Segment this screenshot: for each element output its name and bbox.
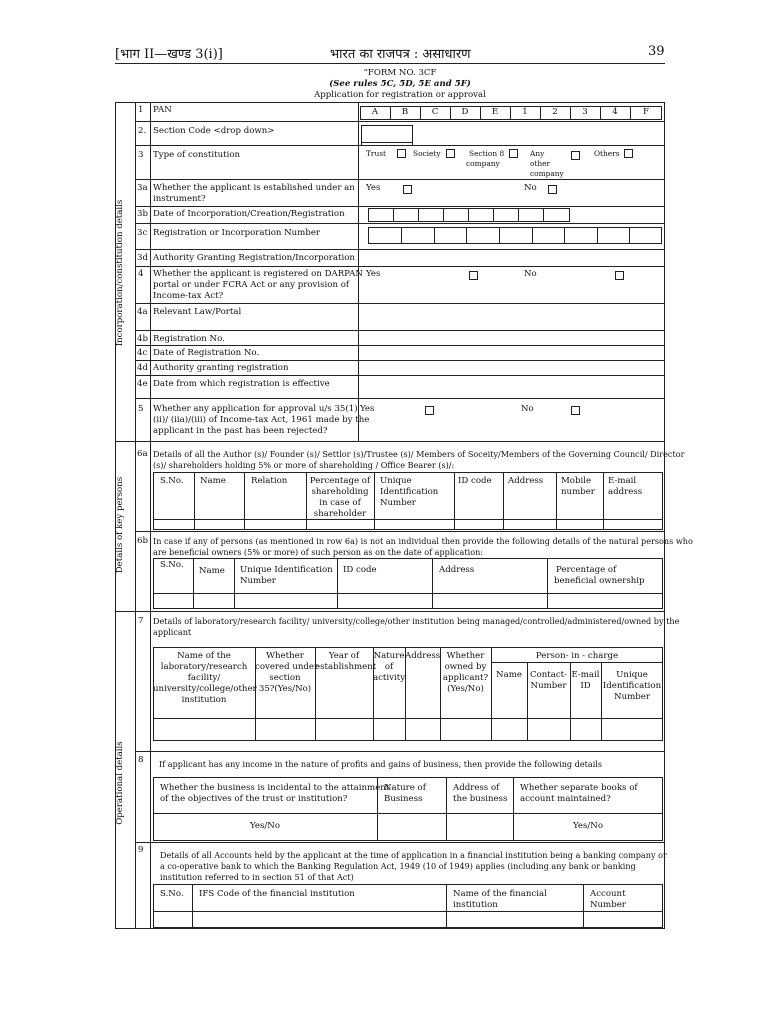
pan-box-label: 3 bbox=[582, 107, 588, 117]
col-header-email: E-mail bbox=[608, 476, 637, 486]
pan-box-label: 4 bbox=[612, 107, 618, 117]
row-4b-label: Registration No. bbox=[153, 334, 225, 344]
col-header-uin-2: Identification bbox=[380, 487, 439, 497]
pan-box-label: E bbox=[491, 107, 499, 117]
option-any-label: Any bbox=[530, 149, 545, 158]
section-label-key-persons: Details of key persons bbox=[115, 476, 125, 574]
col-header-name: Name bbox=[199, 566, 225, 576]
col-header-contact-2: Number bbox=[530, 681, 567, 691]
page-header-part: [भाग II—खण्ड 3(i)] bbox=[115, 47, 223, 62]
reg-divider bbox=[629, 227, 630, 244]
col-header-year-2: establishment bbox=[315, 662, 377, 672]
col-header-business-address: Address of bbox=[453, 783, 500, 793]
col-header-account: Account bbox=[590, 889, 626, 899]
row-3c-label: Registration or Incorporation Number bbox=[153, 228, 321, 238]
col-header-uin: Unique bbox=[380, 476, 412, 486]
yes-label: Yes bbox=[366, 183, 381, 193]
col-header-uin: Unique Identification bbox=[240, 565, 333, 575]
col-header-address: Address bbox=[508, 476, 544, 486]
table-rule bbox=[153, 911, 663, 912]
row-3a-label-2: instrument? bbox=[153, 194, 206, 204]
rule bbox=[135, 751, 665, 752]
row-number: 4a bbox=[137, 307, 148, 317]
col-header-percentage-4: shareholder bbox=[313, 509, 367, 519]
table-col bbox=[547, 558, 548, 609]
table-col bbox=[337, 558, 338, 609]
yes-label: Yes bbox=[366, 269, 381, 279]
yes-label: Yes bbox=[360, 404, 375, 414]
col-header-email-id-2: ID bbox=[580, 681, 591, 691]
rule bbox=[135, 303, 665, 304]
row-3a-yes-checkbox[interactable] bbox=[403, 185, 412, 194]
col-header-inst-name: Name of the bbox=[177, 651, 231, 661]
option-any-label-3: company bbox=[530, 169, 564, 178]
page-header-title: भारत का राजपत्र : असाधारण bbox=[330, 47, 471, 62]
incidental-yes-no[interactable]: Yes/No bbox=[249, 821, 280, 831]
col-header-incidental-2: of the objectives of the trust or institution? bbox=[160, 794, 348, 804]
option-section8-label: Section 8 bbox=[469, 149, 505, 158]
date-divider bbox=[418, 208, 419, 222]
table-col bbox=[503, 472, 504, 530]
rule bbox=[135, 223, 665, 224]
row-4-label-3: Income-tax Act? bbox=[153, 291, 224, 301]
col-header-fin-inst: Name of the financial bbox=[453, 889, 547, 899]
row-4c-label: Date of Registration No. bbox=[153, 348, 260, 358]
table-col bbox=[446, 884, 447, 928]
no-label: No bbox=[524, 269, 537, 279]
row-number: 5 bbox=[138, 404, 144, 414]
col-header-owned-3: applicant? bbox=[442, 673, 489, 683]
row-5-yes-checkbox[interactable] bbox=[425, 406, 434, 415]
row-9-text-3: institution referred to in section 51 of that Act) bbox=[160, 872, 354, 882]
row-number: 9 bbox=[138, 845, 144, 855]
col-header-email-id: E-mail bbox=[571, 670, 600, 680]
date-divider bbox=[543, 208, 544, 222]
option-section8-label-2: company bbox=[466, 159, 500, 168]
col-header-books: Whether separate books of bbox=[520, 783, 638, 793]
row-number: 6b bbox=[137, 536, 148, 546]
pan-label: PAN bbox=[153, 105, 172, 115]
col-header-inst-name-2: laboratory/research bbox=[160, 662, 248, 672]
row-number: 4e bbox=[137, 379, 148, 389]
form-subtitle: Application for registration or approval bbox=[314, 90, 486, 100]
table-col bbox=[583, 884, 584, 928]
col-header-person-in-charge: Person- in - charge bbox=[535, 651, 619, 661]
reg-divider bbox=[499, 227, 500, 244]
rule bbox=[135, 345, 665, 346]
table-rule bbox=[153, 593, 663, 594]
option-society-label: Society bbox=[413, 149, 441, 158]
row-number: 4c bbox=[137, 348, 148, 358]
rule bbox=[135, 249, 665, 250]
col-header-ifs: IFS Code of the financial institution bbox=[199, 889, 355, 899]
society-checkbox[interactable] bbox=[446, 149, 455, 158]
no-label: No bbox=[524, 183, 537, 193]
row-number: 3c bbox=[137, 228, 148, 238]
col-header-relation: Relation bbox=[251, 476, 288, 486]
col-header-fin-inst-2: institution bbox=[453, 900, 498, 910]
pan-box-label: F bbox=[643, 107, 649, 117]
table-rule bbox=[153, 813, 663, 814]
reg-divider bbox=[401, 227, 402, 244]
col-header-address: Address bbox=[439, 565, 475, 575]
trust-checkbox[interactable] bbox=[397, 149, 406, 158]
row-number: 3b bbox=[137, 209, 148, 219]
table-col bbox=[374, 472, 375, 530]
any-other-checkbox[interactable] bbox=[571, 151, 580, 160]
books-yes-no[interactable]: Yes/No bbox=[572, 821, 603, 831]
col-header-covered-3: section bbox=[269, 673, 301, 683]
col-header-nature-business: Nature of bbox=[384, 783, 426, 793]
row-3a-no-checkbox[interactable] bbox=[548, 185, 557, 194]
page-number: 39 bbox=[648, 44, 665, 59]
section-label-operational: Operational details bbox=[115, 741, 125, 825]
section-rule bbox=[115, 441, 665, 442]
no-label: No bbox=[521, 404, 534, 414]
reg-divider bbox=[434, 227, 435, 244]
row-3d-label: Authority Granting Registration/Incorporation bbox=[153, 253, 355, 263]
row-number: 7 bbox=[138, 616, 144, 626]
row-4-yes-checkbox[interactable] bbox=[469, 271, 478, 280]
rule bbox=[135, 206, 665, 207]
col-header-percentage-3: in case of bbox=[319, 498, 361, 508]
col-header-owned-4: (Yes/No) bbox=[447, 684, 484, 694]
row-5-label: Whether any application for approval u/s 35(1) bbox=[153, 404, 358, 414]
reg-divider bbox=[564, 227, 565, 244]
col-header-id: ID code bbox=[343, 565, 377, 575]
constitution-label: Type of constitution bbox=[153, 150, 241, 160]
number-column-divider bbox=[150, 102, 151, 929]
row-6a-text-2: (s)/ shareholders holding 5% or more of shareholding / Office Bearer (s)/: bbox=[153, 460, 455, 470]
rule bbox=[135, 179, 665, 180]
rule bbox=[135, 842, 665, 843]
reg-divider bbox=[532, 227, 533, 244]
col-header-mobile-2: number bbox=[561, 487, 595, 497]
option-any-label-2: other bbox=[530, 159, 551, 168]
col-header-pic-uin-3: Number bbox=[614, 692, 650, 702]
row-number: 2. bbox=[138, 126, 147, 136]
option-others-label: Others bbox=[594, 149, 620, 158]
row-4a-label: Relevant Law/Portal bbox=[153, 307, 242, 317]
table-col bbox=[193, 558, 194, 609]
rule bbox=[135, 375, 665, 376]
col-header-incidental: Whether the business is incidental to the attainment bbox=[160, 783, 390, 793]
col-header-beneficial: Percentage of bbox=[556, 565, 617, 575]
registration-number-input[interactable] bbox=[368, 227, 662, 244]
date-divider bbox=[443, 208, 444, 222]
pan-box-label: C bbox=[431, 107, 439, 117]
col-header-sno: S.No. bbox=[160, 889, 184, 899]
row-4e-label: Date from which registration is effective bbox=[153, 379, 330, 389]
pan-box-label: D bbox=[461, 107, 469, 117]
table-col bbox=[192, 884, 193, 928]
col-header-pic-uin-2: Identification bbox=[602, 681, 662, 691]
col-header-nature-3: activity bbox=[373, 673, 406, 683]
col-header-year: Year of bbox=[328, 651, 360, 661]
others-checkbox[interactable] bbox=[624, 149, 633, 158]
col-header-owned-2: owned by bbox=[444, 662, 487, 672]
rule bbox=[135, 398, 665, 399]
option-trust-label: Trust bbox=[366, 149, 386, 158]
col-header-name: Name bbox=[200, 476, 226, 486]
col-header-address: Address bbox=[405, 651, 441, 661]
section-code-dropdown[interactable] bbox=[361, 125, 413, 143]
row-4-label: Whether the applicant is registered on DARPAN bbox=[153, 269, 363, 279]
col-header-uin-3: Number bbox=[380, 498, 416, 508]
section-column-divider bbox=[135, 102, 136, 929]
col-header-books-2: account maintained? bbox=[520, 794, 611, 804]
table-col bbox=[556, 472, 557, 530]
col-header-nature-business-2: Business bbox=[384, 794, 423, 804]
form-name: “FORM NO. 3CF bbox=[363, 68, 437, 78]
table-col bbox=[234, 558, 235, 609]
col-header-pic-name: Name bbox=[496, 670, 522, 680]
pan-box-label: B bbox=[401, 107, 409, 117]
col-header-pic-uin: Unique bbox=[616, 670, 648, 680]
col-header-beneficial-2: beneficial ownership bbox=[554, 576, 645, 586]
section8-checkbox[interactable] bbox=[509, 149, 518, 158]
col-header-email-2: address bbox=[608, 487, 643, 497]
col-header-mobile: Mobile bbox=[561, 476, 592, 486]
table-col bbox=[603, 472, 604, 530]
row-number: 3 bbox=[138, 150, 144, 160]
table-col bbox=[454, 472, 455, 530]
row-9-text-2: a co-operative bank to which the Banking Regulation Act, 1949 (10 of 1949) applies (including any bank or banking bbox=[160, 861, 636, 871]
table-rule bbox=[491, 662, 663, 663]
row-5-no-checkbox[interactable] bbox=[571, 406, 580, 415]
row-5-label-2: (ii)/ (iia)/(iii) of Income-tax Act, 1961 made by the bbox=[153, 415, 370, 425]
table-rule bbox=[153, 519, 663, 520]
row-9-text: Details of all Accounts held by the applicant at the time of application in a financial institution being a banking company or bbox=[160, 850, 667, 860]
row-7-text: Details of laboratory/research facility/ university/college/other institution being managed/controlled/administered/owned by the bbox=[153, 616, 680, 626]
row-6b-text: In case if any of persons (as mentioned in row 6a) is not an individual then provide the following details of the natural persons who bbox=[153, 536, 693, 546]
reg-divider bbox=[597, 227, 598, 244]
table-col bbox=[432, 558, 433, 609]
col-header-uin-2: Number bbox=[240, 576, 276, 586]
row-number: 4d bbox=[137, 363, 148, 373]
row-6b-text-2: are beneficial owners (5% or more) of such person as on the date of application: bbox=[153, 547, 484, 557]
header-rule bbox=[115, 63, 665, 64]
row-4-label-2: portal or under FCRA Act or any provision of bbox=[153, 280, 350, 290]
col-header-covered-2: covered under bbox=[255, 662, 319, 672]
section-code-dropdown-base bbox=[361, 143, 413, 146]
col-header-inst-name-4: university/college/other bbox=[153, 684, 257, 694]
col-header-id: ID code bbox=[458, 476, 492, 486]
section-code-label: Section Code <drop down> bbox=[153, 126, 275, 136]
reg-divider bbox=[466, 227, 467, 244]
pan-box-label: 2 bbox=[552, 107, 558, 117]
col-header-inst-name-5: institution bbox=[181, 695, 227, 705]
rule bbox=[135, 360, 665, 361]
row-number: 6a bbox=[137, 449, 148, 459]
col-header-nature-2: of bbox=[384, 662, 394, 672]
row-5-label-3: applicant in the past has been rejected? bbox=[153, 426, 328, 436]
row-4d-label: Authority granting registration bbox=[153, 363, 289, 373]
row-number: 4 bbox=[138, 269, 144, 279]
col-header-sno: S.No. bbox=[160, 476, 184, 486]
row-number: 4b bbox=[137, 334, 148, 344]
col-header-contact: Contact- bbox=[529, 670, 568, 680]
section-rule bbox=[115, 611, 665, 612]
rule bbox=[135, 266, 665, 267]
section-label-incorporation: Incorporation/constitution details bbox=[115, 199, 125, 347]
col-header-covered: Whether bbox=[266, 651, 304, 661]
row-8-text: If applicant has any income in the nature of profits and gains of business, then provide the following details bbox=[159, 759, 603, 769]
row-3b-label: Date of Incorporation/Creation/Registration bbox=[153, 209, 345, 219]
col-header-account-2: Number bbox=[590, 900, 626, 910]
date-divider bbox=[518, 208, 519, 222]
date-divider bbox=[468, 208, 469, 222]
row-number: 1 bbox=[138, 105, 144, 115]
row-6a-text: Details of all the Author (s)/ Founder (s)/ Settlor (s)/Trustee (s)/ Members of Soceity/Members of the Governing Council/ Director bbox=[153, 449, 685, 459]
row-number: 3d bbox=[137, 253, 148, 263]
rule bbox=[135, 121, 665, 122]
col-header-percentage: Percentage of bbox=[309, 476, 371, 486]
col-header-sno: S.No. bbox=[160, 560, 184, 570]
col-header-covered-4: 35?(Yes/No) bbox=[258, 684, 312, 694]
col-header-business-address-2: the business bbox=[453, 794, 508, 804]
col-header-owned: Whether bbox=[446, 651, 485, 661]
col-header-nature: Nature bbox=[373, 651, 405, 661]
col-header-percentage-2: shareholding bbox=[311, 487, 369, 497]
row-3a-label: Whether the applicant is established under an bbox=[153, 183, 355, 193]
pan-box-label: A bbox=[371, 107, 379, 117]
table-col bbox=[244, 472, 245, 530]
date-of-incorporation-input[interactable] bbox=[368, 208, 570, 222]
table-col bbox=[446, 777, 447, 841]
row-number: 8 bbox=[138, 755, 144, 765]
table-rule bbox=[153, 718, 663, 719]
col-header-inst-name-3: facility/ bbox=[187, 673, 221, 683]
form-rules: (See rules 5C, 5D, 5E and 5F) bbox=[329, 79, 471, 89]
row-7-text-2: applicant bbox=[153, 627, 192, 637]
date-divider bbox=[493, 208, 494, 222]
row-4-no-checkbox[interactable] bbox=[615, 271, 624, 280]
row-number: 3a bbox=[137, 183, 148, 193]
date-divider bbox=[393, 208, 394, 222]
pan-box-label: 1 bbox=[522, 107, 528, 117]
rule bbox=[135, 531, 665, 532]
rule bbox=[135, 330, 665, 331]
table-col bbox=[194, 472, 195, 530]
